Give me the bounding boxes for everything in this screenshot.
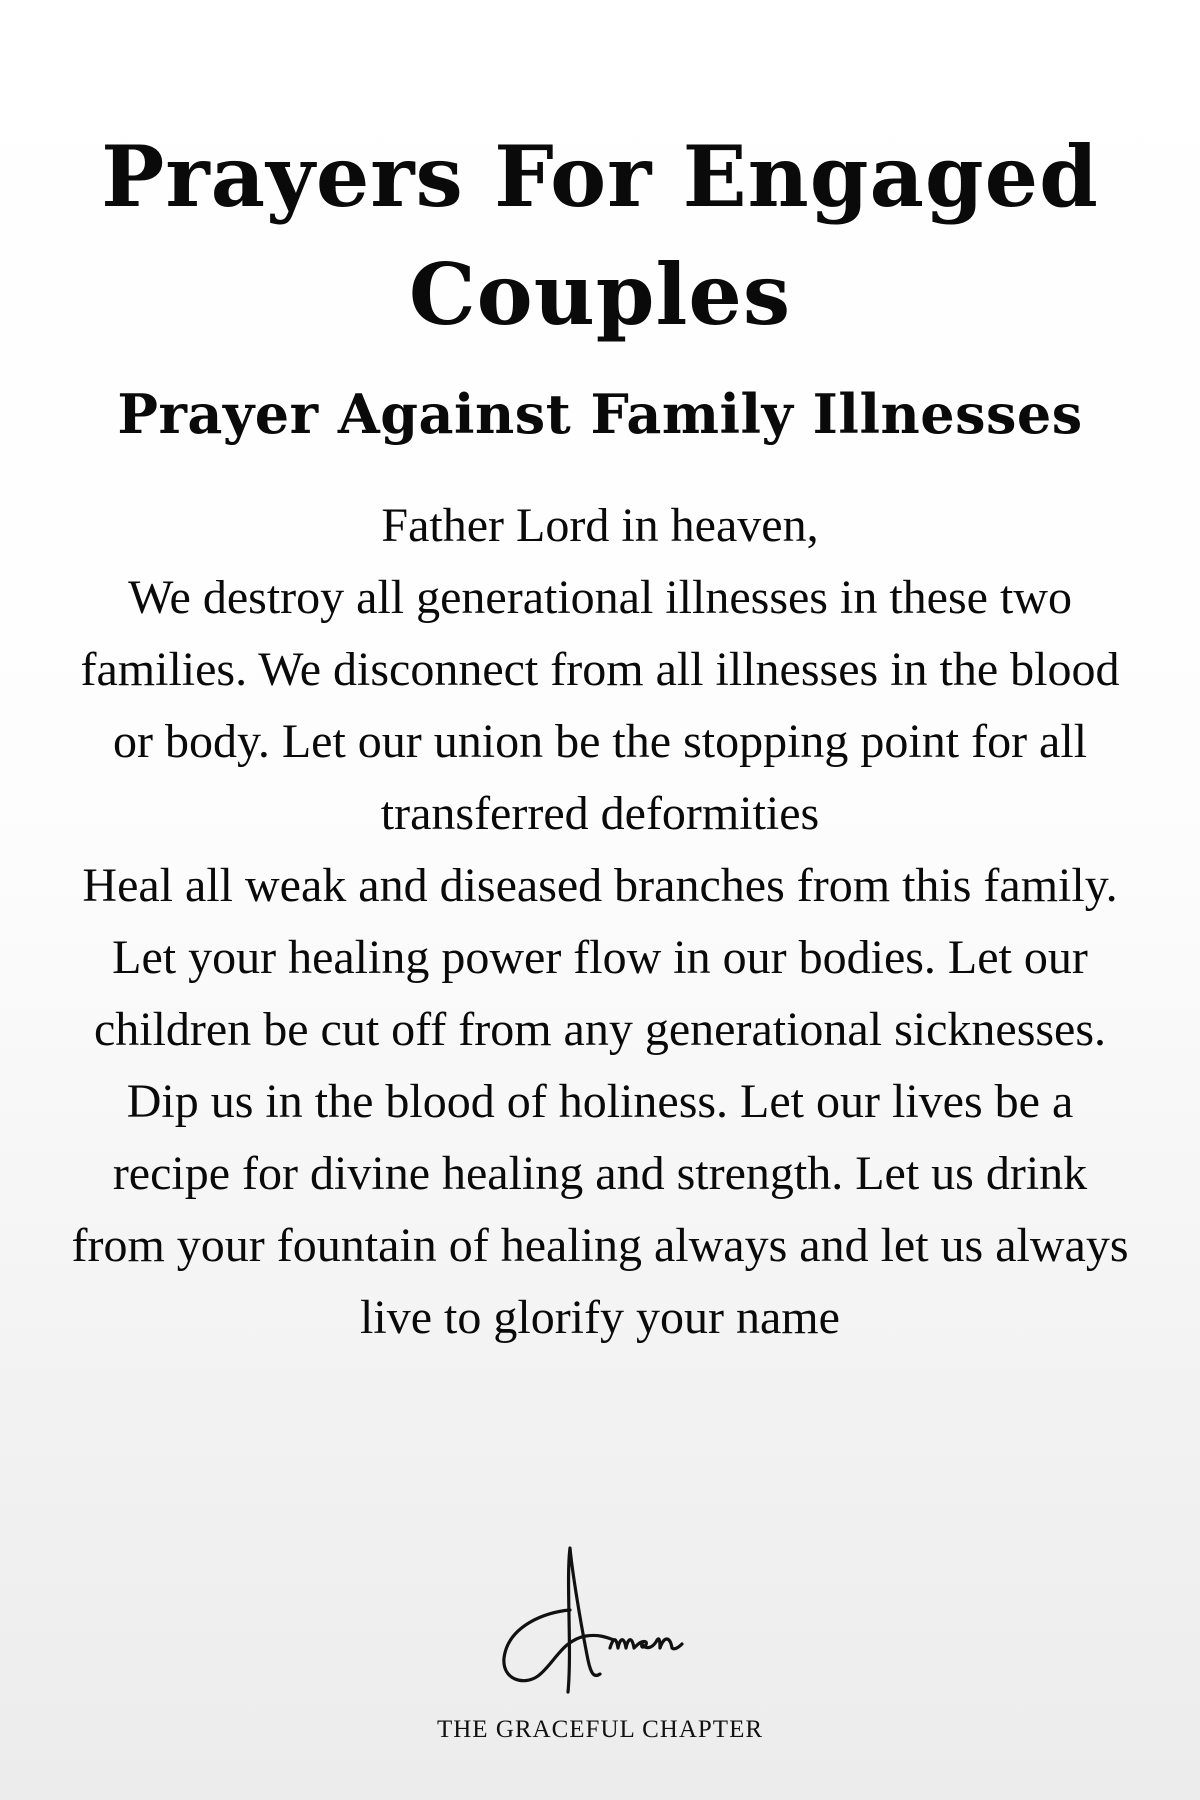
page-title: Prayers For Engaged Couples	[101, 127, 1099, 344]
prayer-body	[70, 490, 1130, 1354]
prayer-heading: Prayer Against Family Illnesses	[117, 382, 1083, 446]
brand-name: THE GRACEFUL CHAPTER	[436, 1716, 764, 1743]
prayer-opening: Father Lord in heaven,	[381, 499, 819, 552]
amen-signature-logo	[490, 1540, 710, 1700]
prayer-paragraph: Heal all weak and diseased branches from this family. Let your healing power flow in our bodies. Let our children be cut off from any generational sicknesses. Dip us in the blood of holiness. Let our lives be a recipe for divine healing and strength. Let us drink from your fountain of healing always and let us always live to glorify your name	[71, 859, 1129, 1344]
prayer-paragraph: We destroy all generational illnesses in these two families. We disconnect from all illnesses in the blood or body. Let our union be the stopping point for all transferred deformities	[80, 571, 1120, 840]
